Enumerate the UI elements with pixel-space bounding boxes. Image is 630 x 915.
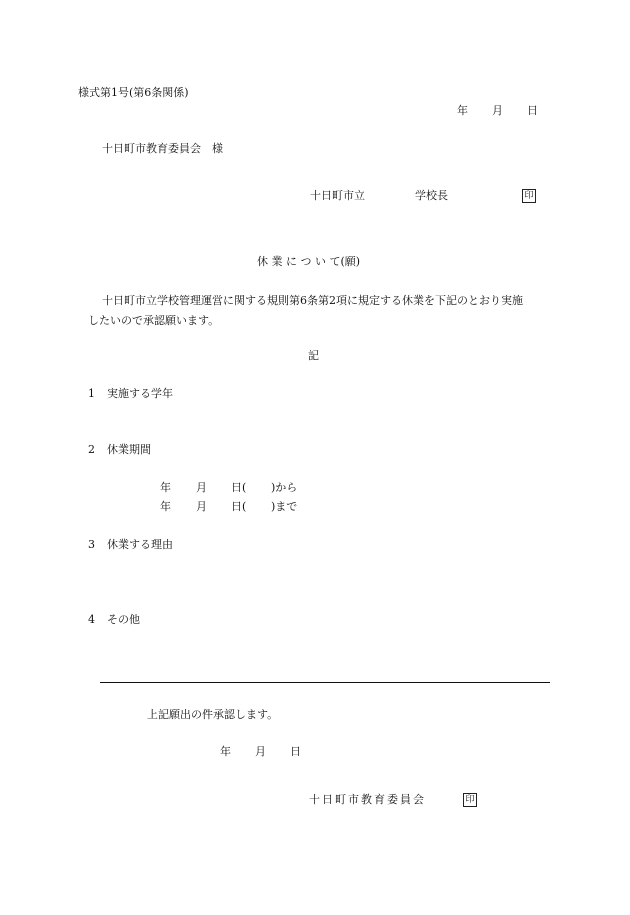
item-2-number: 2 [88,443,95,456]
approval-month: 月 [255,745,266,758]
item-4-number: 4 [88,613,95,626]
item-2-label: 休業期間 [107,443,151,456]
period-from-close: )から [271,481,298,494]
period-from-year: 年 [160,481,171,494]
period-from-month: 月 [196,481,207,494]
approval-board: 十日町市教育委員会 [309,793,426,806]
period-to-month: 月 [196,500,207,513]
applicant-school: 十日町市立 [310,189,365,202]
addressee: 十日町市教育委員会 様 [102,142,223,155]
approval-text: 上記願出の件承認します。 [147,708,279,721]
date-top-year: 年 [457,104,468,117]
item-4-label: その他 [107,613,140,626]
body-line-2: したいので承認願います。 [88,314,220,327]
item-3-label: 休業する理由 [107,538,173,551]
date-top-day: 日 [527,104,538,117]
board-seal-icon: 印 [463,793,477,807]
item-1-number: 1 [88,387,95,400]
period-to-day: 日( [231,500,247,513]
divider-line [100,682,550,683]
period-from-day: 日( [231,481,247,494]
document-title: 休 業 に つ い て(願) [257,255,361,268]
form-number: 様式第1号(第6条関係) [78,86,189,99]
date-top-month: 月 [492,104,503,117]
ki-heading: 記 [308,349,319,362]
approval-year: 年 [220,745,231,758]
item-1-label: 実施する学年 [107,387,173,400]
applicant-title: 学校長 [415,189,448,202]
body-line-1: 十日町市立学校管理運営に関する規則第6条第2項に規定する休業を下記のとおり実施 [102,294,523,307]
item-3-number: 3 [88,538,95,551]
approval-day: 日 [290,745,301,758]
period-to-close: )まで [271,500,298,513]
seal-icon: 印 [522,189,536,203]
period-to-year: 年 [160,500,171,513]
